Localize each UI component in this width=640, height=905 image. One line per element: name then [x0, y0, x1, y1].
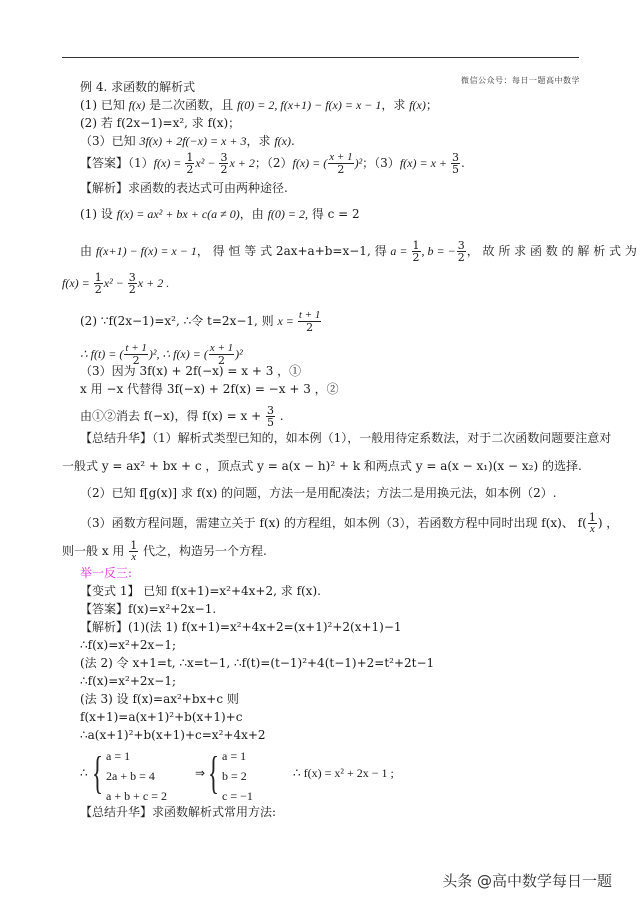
- q1-mid: 是二次函数，且: [145, 98, 237, 112]
- a1-lhs: f(x) =: [153, 156, 185, 170]
- variant-analysis-3: (法 2) 令 x+1=t, ∴x=t−1, ∴f(t)=(t−1)²+4(t−1)+2=t²+2t−1: [80, 656, 435, 670]
- a1-frac2: $\frac{3}{2}$: [220, 151, 228, 176]
- analysis-intro: [80, 181, 288, 195]
- question-1: [80, 98, 438, 112]
- system-2: a = 1 b = 2 c = −1: [222, 749, 253, 803]
- a1-rest: x + 2: [229, 156, 255, 170]
- header-rule: [62, 57, 579, 58]
- answer-line: [80, 152, 465, 175]
- equation-system: [80, 744, 480, 808]
- variant-analysis-1: 【解析】(1)(法 1) f(x+1)=x²+4x+2=(x+1)²+2(x+1)−1: [80, 620, 402, 634]
- implies-arrow: ⇒: [195, 766, 206, 780]
- variant-question: 【变式 1】 已知 f(x+1)=x²+4x+2, 求 f(x).: [80, 584, 321, 598]
- summary-line2: 一般式 y = ax² + bx + c ，顶点式 y = a(x − h)² + k 和两点式 y = a(x − x₁)(x − x₂) 的选择.: [62, 459, 582, 473]
- analysis-intro-text: 求函数的表达式可由两种途径.: [128, 181, 288, 195]
- question-3: [80, 134, 295, 148]
- a1-frac1: $\frac{1}{2}$: [186, 151, 194, 176]
- watermark: 微信公众号：每日一题高中数学: [461, 76, 580, 85]
- question-2: (2) 若 f(2x−1)=x², 求 f(x)；: [80, 116, 241, 130]
- variant-answer: 【答案】f(x)=x²+2x−1.: [80, 602, 217, 616]
- therefore-symbol: ∴: [80, 766, 88, 780]
- summary-line5: 则一般 x 用 $\frac{1}{x}$ 代之，构造另一个方程.: [62, 539, 267, 563]
- analysis-label: 【解析】: [80, 181, 129, 195]
- a2-rest: )²: [354, 156, 363, 170]
- q3-suffix: ，求: [246, 134, 275, 148]
- summary-line1: 【总结升华】（1）解析式类型已知的，如本例（1），一般用待定系数法，对于二次函数问题要注意对: [80, 431, 612, 445]
- answer-p3: ；（3）: [362, 156, 400, 170]
- variant-analysis-5: (法 3) 设 f(x)=ax²+bx+c 则: [80, 692, 239, 706]
- analysis-step1: (1) 设 f(x) = ax² + bx + c(a ≠ 0)，由 f(0) = 2, 得 c = 2: [80, 207, 360, 221]
- left-brace-1: {: [92, 747, 104, 798]
- q3-prefix: （3）已知: [80, 134, 140, 148]
- summary-line3: （2）已知 f[g(x)] 求 f(x) 的问题，方法一是用配凑法；方法二是用换元法，如本例（2）.: [80, 486, 557, 500]
- answer-p1: （1）: [128, 156, 154, 170]
- q1-prefix: (1) 已知: [80, 98, 129, 112]
- a3-lhs: f(x) = x +: [399, 156, 450, 170]
- summary-label: 【总结升华】: [80, 431, 153, 445]
- q1-suffix: ，求: [381, 98, 410, 112]
- example-title: 例 4. 求函数的解析式: [80, 80, 196, 94]
- analysis-step2b: ∴ f(t) = ( $\frac{t + 1}{2}$ )², ∴ f(x) = ( $\frac{x + 1}{2}$ )²: [80, 342, 243, 367]
- a2-frac: $\frac{x + 1}{2}$: [329, 151, 353, 176]
- variant-summary: 【总结升华】求函数解析式常用方法:: [80, 805, 277, 819]
- a1-x2: x² −: [195, 156, 219, 170]
- a3-tail: .: [461, 156, 465, 170]
- a2-lhs: f(x) = (: [292, 156, 328, 170]
- analysis-step1b: 由 f(x+1) − f(x) = x − 1， 得 恒 等 式 2ax+a+b=x−1, 得 a = $\frac{1}{2}$ , b = − $\frac{3}{2}$ ， 故 所 求 函 数 的 解 析 式 为: [80, 239, 637, 264]
- answer-p2: ；（2）: [254, 156, 293, 170]
- variant-heading: 举一反三:: [80, 566, 133, 580]
- variant-analysis-7: ∴a(x+1)²+b(x+1)+c=x²+4x+2: [80, 728, 266, 742]
- answer-label: 【答案】: [80, 156, 129, 170]
- q3-eq: 3f(x) + 2f(−x) = x + 3: [139, 134, 247, 148]
- q1-end: f(x): [409, 98, 426, 112]
- footer-watermark: 头条 @高中数学每日一题: [442, 872, 612, 890]
- q1-tail: ；: [425, 98, 438, 112]
- variant-analysis-4: ∴f(x)=x²+2x−1;: [80, 674, 177, 688]
- analysis-step3b: x 用 −x 代替得 3f(−x) + 2f(x) = −x + 3 ，②: [80, 382, 339, 396]
- q1-cond: f(0) = 2, f(x+1) − f(x) = x − 1: [236, 98, 382, 112]
- q1-fx: f(x): [128, 98, 146, 112]
- system-result: ∴ f(x) = x² + 2x − 1 ;: [293, 766, 394, 780]
- analysis-step3a: （3）因为 3f(x) + 2f(−x) = x + 3 ，①: [80, 364, 302, 378]
- analysis-step1c: f(x) = $\frac{1}{2}$ x² − $\frac{3}{2}$ x + 2 .: [62, 271, 170, 296]
- system-1: a = 1 2a + b = 4 a + b + c = 2: [106, 749, 167, 803]
- analysis-step3c: 由①②消去 f(−x)，得 f(x) = x + $\frac{3}{5}$ .: [80, 404, 284, 429]
- variant-analysis-6: f(x+1)=a(x+1)²+b(x+1)+c: [80, 710, 243, 724]
- summary-line4: （3）函数方程问题，需建立关于 f(x) 的方程组，如本例（3），若函数方程中同时出现 f(x)、 f( $\frac{1}{x}$ ) ，: [80, 511, 619, 535]
- left-brace-2: {: [208, 747, 220, 798]
- analysis-step2: (2) ∵f(2x−1)=x², ∴令 t=2x−1, 则 x = $\frac{t + 1}{2}$: [80, 309, 321, 334]
- variant-analysis-2: ∴f(x)=x²+2x−1;: [80, 638, 177, 652]
- q3-tail: .: [290, 134, 295, 148]
- a3-frac: $\frac{3}{5}$: [452, 151, 459, 176]
- q3-end: f(x): [274, 134, 291, 148]
